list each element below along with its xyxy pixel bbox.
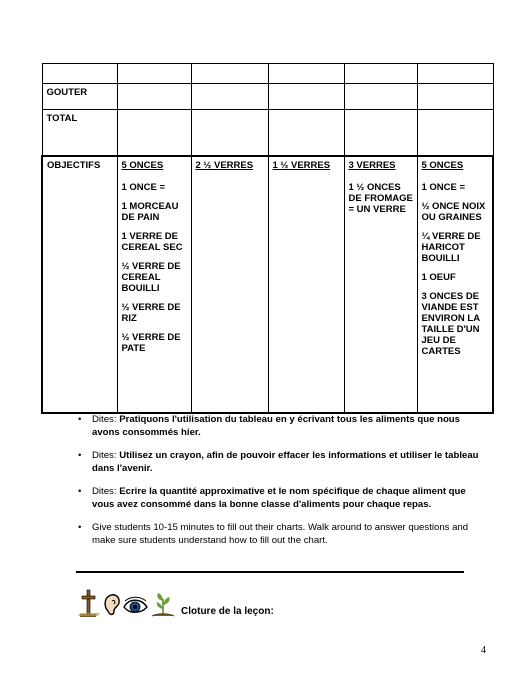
- note-prefix: Dites:: [92, 450, 120, 461]
- note-text: Pratiquons l'utilisation du tableau en y écrivant tous les aliments que nous avons consommés hier.: [92, 414, 460, 438]
- objective-cell: [344, 156, 417, 413]
- table-row: [42, 84, 493, 110]
- objective-cell: [117, 156, 191, 413]
- instruction-list: [78, 414, 488, 558]
- bullet-icon: •: [78, 486, 82, 497]
- bullet-icon: •: [78, 414, 82, 425]
- note-text: Ecrire la quantité approximative et le nom spécifique de chaque aliment que vous avez consommé dans la bonne classe d'aliments pour chaque repas.: [92, 486, 466, 510]
- page-number: 4: [481, 645, 486, 656]
- closing-heading: Cloture de la leçon:: [181, 606, 274, 617]
- row-label-total: TOTAL: [42, 110, 117, 157]
- note-text: Utilisez un crayon, afin de pouvoir effacer les informations et utiliser le tableau dans l'avenir.: [92, 450, 479, 474]
- bullet-icon: •: [78, 522, 82, 533]
- serving-equivalent: 3 ONCES DE VIANDE EST ENVIRON LA TAILLE D'UN JEU DE CARTES: [421, 291, 480, 357]
- column-heading: 2 ½ VERRES: [195, 160, 254, 171]
- eye-icon: [124, 597, 147, 612]
- objective-cell: [191, 156, 268, 413]
- divider: [76, 571, 464, 573]
- serving-equivalent: 1 ONCE =: [421, 182, 466, 193]
- table-row: [42, 156, 493, 413]
- serving-equivalent: 1 MORCEAU DE PAIN: [121, 201, 179, 223]
- bullet-icon: •: [78, 450, 82, 461]
- lesson-icons: [78, 587, 176, 619]
- row-label-gouter: GOUTER: [42, 84, 117, 110]
- column-heading: 5 ONCES: [121, 160, 164, 171]
- food-chart-table: [41, 63, 494, 414]
- note-text: Give students 10-15 minutes to fill out their charts. Walk around to answer questions and make sure students understand how to fill out the chart.: [92, 522, 469, 546]
- serving-equivalent: 1 VERRE DE CEREAL SEC: [121, 231, 183, 253]
- seedling-icon: [152, 593, 174, 616]
- list-item: [78, 450, 488, 475]
- column-heading: 5 ONCES: [421, 160, 464, 171]
- list-item: [78, 414, 488, 439]
- serving-equivalent: ¼ VERRE DE HARICOT BOUILLI: [421, 231, 481, 264]
- column-heading: 3 VERRES: [348, 160, 396, 171]
- row-label-objectifs: OBJECTIFS: [42, 156, 117, 413]
- table-row: [42, 110, 493, 157]
- serving-equivalent: 1 OEUF: [421, 272, 456, 283]
- objective-cell: [268, 156, 344, 413]
- note-prefix: Dites:: [92, 414, 120, 425]
- serving-equivalent: ½ VERRE DE CEREAL BOUILLI: [121, 261, 181, 294]
- serving-equivalent: ½ VERRE DE RIZ: [121, 302, 181, 324]
- serving-equivalent: ½ ONCE NOIX OU GRAINES: [421, 201, 486, 223]
- serving-equivalent: 1 ONCE =: [121, 182, 166, 193]
- column-heading: 1 ½ VERRES: [272, 160, 331, 171]
- ear-icon: [105, 595, 119, 615]
- list-item: [78, 486, 488, 511]
- note-prefix: Dites:: [92, 486, 120, 497]
- serving-equivalent: ½ VERRE DE PATE: [121, 332, 181, 354]
- objective-cell: [417, 156, 493, 413]
- serving-equivalent: 1 ½ ONCES DE FROMAGE = UN VERRE: [348, 182, 413, 215]
- table-row: [42, 64, 493, 84]
- cross-icon: [78, 590, 100, 617]
- list-item: [78, 522, 488, 547]
